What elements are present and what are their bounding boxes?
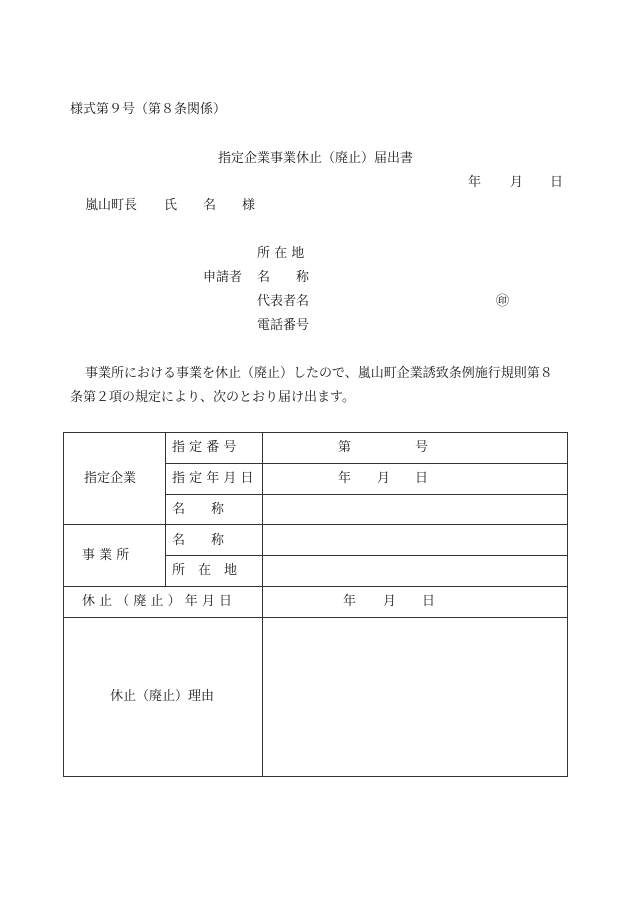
applicant-address-label: 所 在 地 <box>257 246 305 261</box>
date-day-label: 日 <box>550 175 564 190</box>
designation-number-suffix: 号 <box>415 440 429 455</box>
suspension-date-label: 休 止 （ 廃 止 ） 年 月 日 <box>82 594 233 609</box>
company-name-label: 名 称 <box>172 502 225 517</box>
suspension-date-year: 年 <box>343 594 357 609</box>
page-title: 指定企業事業休止（廃止）届出書 <box>218 151 414 166</box>
applicant-representative-label: 代表者名 <box>257 294 310 309</box>
designation-number-label: 指 定 番 号 <box>172 440 237 455</box>
designation-date-year: 年 <box>338 471 352 486</box>
office-name-label: 名 称 <box>172 533 225 548</box>
form-number: 様式第９号（第８条関係） <box>70 102 227 117</box>
date-month-label: 月 <box>510 175 524 190</box>
designation-date-month: 月 <box>377 471 391 486</box>
designation-date-day: 日 <box>415 471 429 486</box>
date-year-label: 年 <box>468 175 482 190</box>
suspension-date-day: 日 <box>422 594 436 609</box>
office-header: 事 業 所 <box>82 548 130 563</box>
designation-number-prefix: 第 <box>338 440 352 455</box>
suspension-date-month: 月 <box>383 594 397 609</box>
designation-date-label: 指 定 年 月 日 <box>172 471 254 486</box>
applicant-label: 申請者 <box>203 270 243 285</box>
addressee-office: 嵐山町長 <box>85 198 138 213</box>
office-address-label: 所 在 地 <box>172 563 238 578</box>
applicant-name-label: 名 称 <box>257 270 310 285</box>
body-text-line-1: 事業所における事業を休止（廃止）したので、嵐山町企業誘致条例施行規則第８ <box>85 366 553 381</box>
addressee-name-label: 氏 名 <box>164 198 217 213</box>
designated-company-header: 指定企業 <box>84 471 137 486</box>
body-text-line-2: 条第２項の規定により、次のとおり届け出ます。 <box>70 390 355 405</box>
reason-label: 休止（廃止）理由 <box>110 689 215 704</box>
addressee-honorific: 様 <box>242 198 256 213</box>
applicant-phone-label: 電話番号 <box>257 318 310 333</box>
seal-mark: ㊞ <box>496 294 510 309</box>
